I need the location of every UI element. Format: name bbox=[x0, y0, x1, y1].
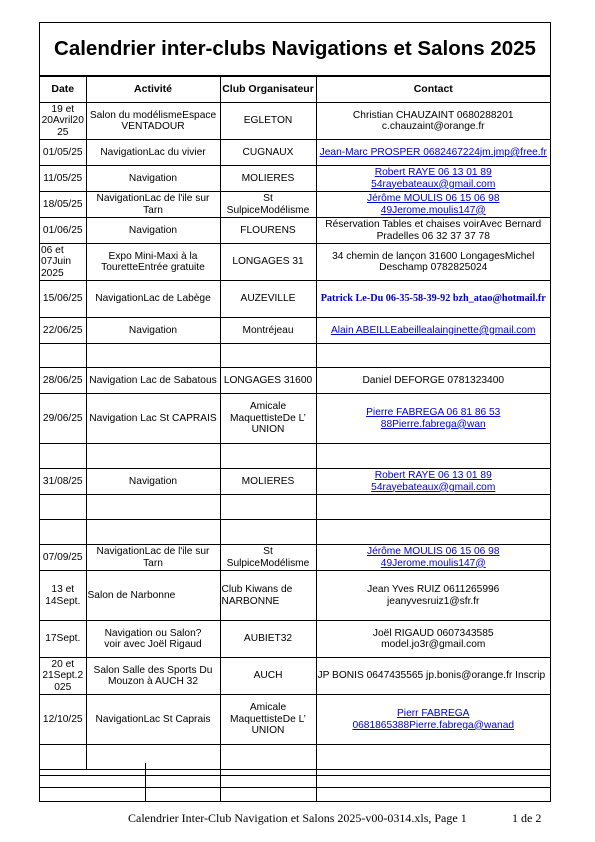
bottom-divider bbox=[316, 763, 317, 801]
activity-cell: Salon de Narbonne bbox=[86, 571, 220, 621]
date-cell: 31/08/25 bbox=[40, 469, 86, 495]
header-activity: Activité bbox=[86, 76, 220, 103]
activity-cell: Navigation bbox=[86, 166, 220, 192]
activity-cell bbox=[86, 495, 220, 520]
club-cell: AUBIET32 bbox=[220, 621, 316, 658]
calendar-table bbox=[40, 75, 550, 770]
date-cell: 22/06/25 bbox=[40, 318, 86, 344]
table-row bbox=[40, 318, 550, 344]
date-cell: 01/05/25 bbox=[40, 140, 86, 166]
footer-filename: Calendrier Inter-Club Navigation et Salons 2025-v00-0314.xls, Page 1 bbox=[128, 811, 467, 825]
contact-cell: JP BONIS 0647435565 jp.bonis@orange.fr Inscrip bbox=[316, 658, 550, 695]
header-contact: Contact bbox=[316, 76, 550, 103]
date-cell bbox=[40, 344, 86, 368]
date-cell: 01/06/25 bbox=[40, 218, 86, 244]
empty-row bbox=[40, 495, 550, 520]
page-title: Calendrier inter-clubs Navigations et Salons 2025 bbox=[54, 37, 536, 60]
club-cell: St SulpiceModélisme bbox=[220, 545, 316, 571]
contact-cell: Daniel DEFORGE 0781323400 bbox=[316, 368, 550, 394]
club-cell bbox=[220, 344, 316, 368]
activity-cell: Expo Mini-Maxi à la TouretteEntrée gratuite bbox=[86, 244, 220, 281]
activity-cell: NavigationLac St Caprais bbox=[86, 695, 220, 745]
table-row bbox=[40, 368, 550, 394]
date-cell bbox=[40, 520, 86, 545]
date-cell bbox=[40, 444, 86, 469]
contact-link[interactable]: Robert RAYE 06 13 01 89 54rayebateaux@gmail.com bbox=[316, 469, 550, 495]
activity-cell: Salon Salle des Sports Du Mouzon à AUCH 32 bbox=[86, 658, 220, 695]
contact-cell bbox=[316, 444, 550, 469]
bottom-line bbox=[40, 787, 550, 788]
contact-cell[interactable]: Patrick Le-Du 06-35-58-39-92 bzh_atao@hotmail.fr bbox=[316, 281, 550, 318]
table-row bbox=[40, 545, 550, 571]
table-row bbox=[40, 695, 550, 745]
bottom-grid bbox=[40, 763, 550, 801]
empty-row bbox=[40, 520, 550, 545]
activity-cell bbox=[86, 344, 220, 368]
header-row bbox=[40, 76, 550, 103]
contact-link[interactable]: Jérôme MOULIS 06 15 06 98 49Jerome.moulis147@ bbox=[316, 545, 550, 571]
bottom-line bbox=[40, 775, 550, 776]
activity-cell: Navigation bbox=[86, 218, 220, 244]
contact-cell bbox=[316, 520, 550, 545]
date-cell: 29/06/25 bbox=[40, 394, 86, 444]
activity-cell: Navigation ou Salon? voir avec Joël Rigaud bbox=[86, 621, 220, 658]
table-row bbox=[40, 571, 550, 621]
activity-cell: Navigation Lac de Sabatous bbox=[86, 368, 220, 394]
club-cell bbox=[220, 495, 316, 520]
contact-link[interactable]: Pierr FABREGA 0681865388Pierre.fabrega@wanad bbox=[316, 695, 550, 745]
contact-cell: Christian CHAUZAINT 0680288201 c.chauzaint@orange.fr bbox=[316, 103, 550, 140]
club-cell: Club Kiwans de NARBONNE bbox=[220, 571, 316, 621]
activity-cell: Navigation Lac St CAPRAIS bbox=[86, 394, 220, 444]
activity-cell bbox=[86, 444, 220, 469]
date-cell: 11/05/25 bbox=[40, 166, 86, 192]
date-cell: 19 et 20Avril20 25 bbox=[40, 103, 86, 140]
contact-cell bbox=[316, 344, 550, 368]
contact-link[interactable]: Alain ABEILLEabeillealainginette@gmail.com bbox=[316, 318, 550, 344]
date-cell: 28/06/25 bbox=[40, 368, 86, 394]
contact-cell: Joël RIGAUD 0607343585 model.jo3r@gmail.com bbox=[316, 621, 550, 658]
club-cell: LONGAGES 31 bbox=[220, 244, 316, 281]
contact-cell: Jean Yves RUIZ 0611265996 jeanyvesruiz1@sfr.fr bbox=[316, 571, 550, 621]
date-cell: 06 et 07Juin 2025 bbox=[40, 244, 86, 281]
date-cell bbox=[40, 495, 86, 520]
date-cell: 07/09/25 bbox=[40, 545, 86, 571]
bottom-divider bbox=[145, 763, 146, 801]
table-row bbox=[40, 621, 550, 658]
date-cell: 20 et 21Sept.2 025 bbox=[40, 658, 86, 695]
date-cell: 15/06/25 bbox=[40, 281, 86, 318]
contact-cell: 34 chemin de lançon 31600 LongagesMichel Deschamp 0782825024 bbox=[316, 244, 550, 281]
table-row bbox=[40, 281, 550, 318]
date-cell: 17Sept. bbox=[40, 621, 86, 658]
club-cell: Montréjeau bbox=[220, 318, 316, 344]
table-row bbox=[40, 103, 550, 140]
club-cell: LONGAGES 31600 bbox=[220, 368, 316, 394]
activity-cell: NavigationLac de Labège bbox=[86, 281, 220, 318]
contact-cell bbox=[316, 495, 550, 520]
club-cell: FLOURENS bbox=[220, 218, 316, 244]
calendar-sheet bbox=[39, 22, 551, 802]
date-cell: 13 et 14Sept. bbox=[40, 571, 86, 621]
contact-link[interactable]: Jean-Marc PROSPER 0682467224jm.jmp@free.fr bbox=[316, 140, 550, 166]
activity-cell: NavigationLac de l'ile sur Tarn bbox=[86, 192, 220, 218]
header-date: Date bbox=[40, 76, 86, 103]
table-row bbox=[40, 140, 550, 166]
club-cell: EGLETON bbox=[220, 103, 316, 140]
bottom-divider bbox=[220, 763, 221, 801]
club-cell: AUCH bbox=[220, 658, 316, 695]
activity-cell: NavigationLac du vivier bbox=[86, 140, 220, 166]
contact-link[interactable]: Jérôme MOULIS 06 15 06 98 49Jerome.moulis147@ bbox=[316, 192, 550, 218]
table-row bbox=[40, 166, 550, 192]
club-cell: MOLIERES bbox=[220, 469, 316, 495]
club-cell: AUZEVILLE bbox=[220, 281, 316, 318]
date-cell: 18/05/25 bbox=[40, 192, 86, 218]
activity-cell bbox=[86, 520, 220, 545]
table-row bbox=[40, 218, 550, 244]
table-row bbox=[40, 469, 550, 495]
table-row bbox=[40, 192, 550, 218]
header-club: Club Organisateur bbox=[220, 76, 316, 103]
empty-row bbox=[40, 444, 550, 469]
date-cell: 12/10/25 bbox=[40, 695, 86, 745]
contact-cell: Réservation Tables et chaises voirAvec Bernard Pradelles 06 32 37 37 78 bbox=[316, 218, 550, 244]
activity-cell: NavigationLac de l'ile sur Tarn bbox=[86, 545, 220, 571]
club-cell bbox=[220, 520, 316, 545]
club-cell: CUGNAUX bbox=[220, 140, 316, 166]
activity-cell: Navigation bbox=[86, 318, 220, 344]
contact-link[interactable]: Robert RAYE 06 13 01 89 54rayebateaux@gmail.com bbox=[316, 166, 550, 192]
activity-cell: Salon du modélismeEspace VENTADOUR bbox=[86, 103, 220, 140]
activity-cell: Navigation bbox=[86, 469, 220, 495]
table-row bbox=[40, 244, 550, 281]
footer-page-count: 1 de 2 bbox=[512, 811, 542, 825]
contact-link[interactable]: Pierre FABREGA 06 81 86 53 88Pierre.fabrega@wan bbox=[316, 394, 550, 444]
empty-row bbox=[40, 344, 550, 368]
club-cell bbox=[220, 444, 316, 469]
table-row bbox=[40, 658, 550, 695]
table-row bbox=[40, 394, 550, 444]
club-cell: Amicale MaquettisteDe L’ UNION bbox=[220, 695, 316, 745]
club-cell: St SulpiceModélisme bbox=[220, 192, 316, 218]
club-cell: MOLIERES bbox=[220, 166, 316, 192]
club-cell: Amicale MaquettisteDe L’ UNION bbox=[220, 394, 316, 444]
